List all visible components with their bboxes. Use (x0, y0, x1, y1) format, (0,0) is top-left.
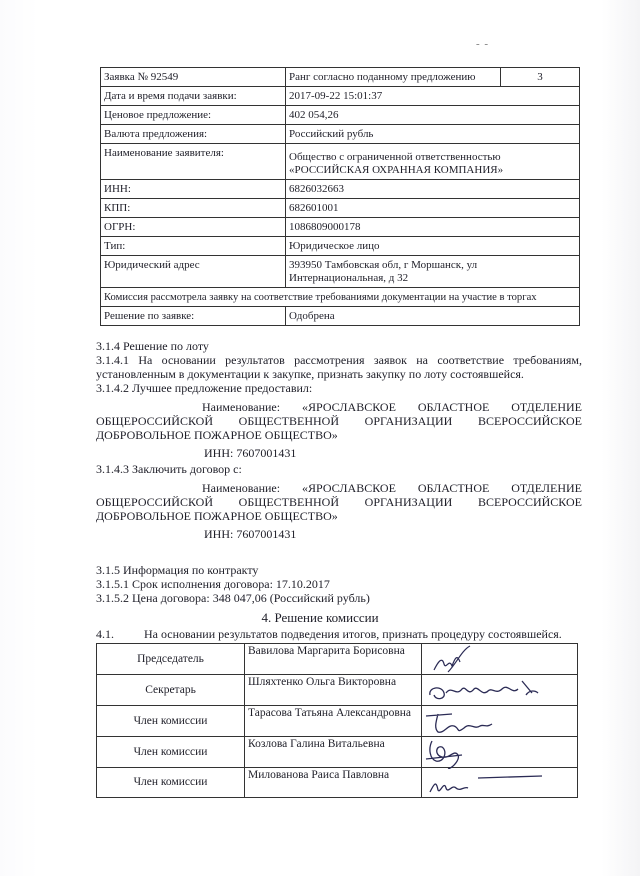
row-value: 393950 Тамбовская обл, г Моршанск, ул Интернациональная, д 32 (286, 256, 580, 288)
commission-row (97, 768, 578, 798)
contract-info-heading: 3.1.5 Информация по контракту (96, 563, 259, 577)
row-value: Российский рубль (286, 125, 580, 144)
lot-decision-heading: 3.1.4 Решение по лоту (96, 339, 209, 353)
best-offer-name-line3: ДОБРОВОЛЬНОЕ ПОЖАРНОЕ ОБЩЕСТВО» (96, 428, 338, 442)
table-row (101, 218, 580, 237)
member-role: Секретарь (97, 675, 245, 706)
lot-decision-section (96, 339, 582, 541)
row-value: 682601001 (286, 199, 580, 218)
row-value: 2017-09-22 15:01:37 (286, 87, 580, 106)
rank-value: 3 (501, 68, 580, 87)
application-number: Заявка № 92549 (101, 68, 286, 87)
signature-cell (422, 768, 578, 798)
decision-label: Решение по заявке: (101, 307, 286, 326)
member-name: Шляхтенко Ольга Викторовна (245, 675, 422, 706)
member-role: Председатель (97, 644, 245, 675)
application-table (100, 67, 580, 326)
row-value: Юридическое лицо (286, 237, 580, 256)
signature-image (422, 737, 587, 769)
contract-info-section (96, 563, 582, 605)
row-label: Тип: (101, 237, 286, 256)
signature-cell (422, 644, 578, 675)
rank-label (286, 68, 501, 87)
table-row (101, 256, 580, 288)
row-value: 1086809000178 (286, 218, 580, 237)
decision-row (101, 307, 580, 326)
row-value: 6826032663 (286, 180, 580, 199)
application-header-row (101, 68, 580, 87)
row-label: Дата и время подачи заявки: (101, 87, 286, 106)
paragraph-3141-line1: 3.1.4.1 На основании результатов рассмотрения заявок на соответствие требованиям, (96, 353, 582, 367)
row-value: 402 054,26 (286, 106, 580, 125)
page-mark: - - (476, 38, 490, 50)
contract-term: 3.1.5.1 Срок исполнения договора: 17.10.2017 (96, 577, 330, 591)
table-row (101, 180, 580, 199)
review-note-row (101, 288, 580, 307)
conclusion-number: 4.1. (96, 627, 114, 641)
row-label: ИНН: (101, 180, 286, 199)
table-row (101, 199, 580, 218)
best-offer-name-line1: Наименование: «ЯРОСЛАВСКОЕ ОБЛАСТНОЕ ОТДЕЛЕНИЕ (202, 400, 582, 414)
signature-cell (422, 737, 578, 768)
contract-price: 3.1.5.2 Цена договора: 348 047,06 (Российский рубль) (96, 591, 370, 605)
best-offer-name-line2: ОБЩЕРОССИЙСКОЙ ОБЩЕСТВЕННОЙ ОРГАНИЗАЦИИ ВСЕРОССИЙСКОЕ (96, 414, 582, 428)
decision-value: Одобрена (286, 307, 580, 326)
member-role: Член комиссии (97, 737, 245, 768)
conclusion-text: На основании результатов подведения итогов, признать процедуру состоявшейся. (144, 627, 562, 641)
paragraph-3143: 3.1.4.3 Заключить договор с: (96, 462, 242, 476)
member-name: Милованова Раиса Павловна (245, 768, 422, 798)
review-note: Комиссия рассмотрела заявку на соответствие требованиями документации на участие в торгах (101, 288, 580, 307)
row-label: Ценовое предложение: (101, 106, 286, 125)
member-role: Член комиссии (97, 706, 245, 737)
commission-row (97, 706, 578, 737)
contract-party-inn: ИНН: 7607001431 (204, 527, 297, 541)
member-name: Вавилова Маргарита Борисовна (245, 644, 422, 675)
paragraph-3142: 3.1.4.2 Лучшее предложение предоставил: (96, 381, 313, 395)
table-row (101, 237, 580, 256)
signature-image (422, 675, 587, 707)
table-row (101, 125, 580, 144)
row-label: ОГРН: (101, 218, 286, 237)
table-row (101, 106, 580, 125)
commission-row (97, 675, 578, 706)
member-name: Тарасова Татьяна Александровна (245, 706, 422, 737)
contract-party-name-line2: ОБЩЕРОССИЙСКОЙ ОБЩЕСТВЕННОЙ ОРГАНИЗАЦИИ ВСЕРОССИЙСКОЕ (96, 495, 582, 509)
row-label: Наименование заявителя: (101, 144, 286, 180)
contract-party-name-line1: Наименование: «ЯРОСЛАВСКОЕ ОБЛАСТНОЕ ОТДЕЛЕНИЕ (202, 481, 582, 495)
table-row (101, 144, 580, 180)
row-label: Юридический адрес (101, 256, 286, 288)
commission-title: 4. Решение комиссии (261, 610, 379, 625)
signature-cell (422, 706, 578, 737)
commission-row (97, 737, 578, 768)
rank-label-text: Ранг согласно поданному предложению (289, 71, 476, 83)
member-role: Член комиссии (97, 768, 245, 798)
commission-table (96, 643, 578, 798)
row-value: Общество с ограниченной ответственностью «РОССИЙСКАЯ ОХРАННАЯ КОМПАНИЯ» (286, 144, 580, 180)
commission-row (97, 644, 578, 675)
commission-conclusion (96, 627, 582, 641)
signature-image (422, 768, 587, 800)
signature-cell (422, 675, 578, 706)
best-offer-inn: ИНН: 7607001431 (204, 446, 297, 460)
contract-party-name-line3: ДОБРОВОЛЬНОЕ ПОЖАРНОЕ ОБЩЕСТВО» (96, 509, 338, 523)
table-row (101, 87, 580, 106)
paragraph-3141-line2: установленным в документации к закупке, признать закупку по лоту состоявшейся. (96, 367, 524, 381)
signature-image (422, 644, 587, 676)
member-name: Козлова Галина Витальевна (245, 737, 422, 768)
signature-image (422, 706, 587, 738)
row-label: Валюта предложения: (101, 125, 286, 144)
row-label: КПП: (101, 199, 286, 218)
